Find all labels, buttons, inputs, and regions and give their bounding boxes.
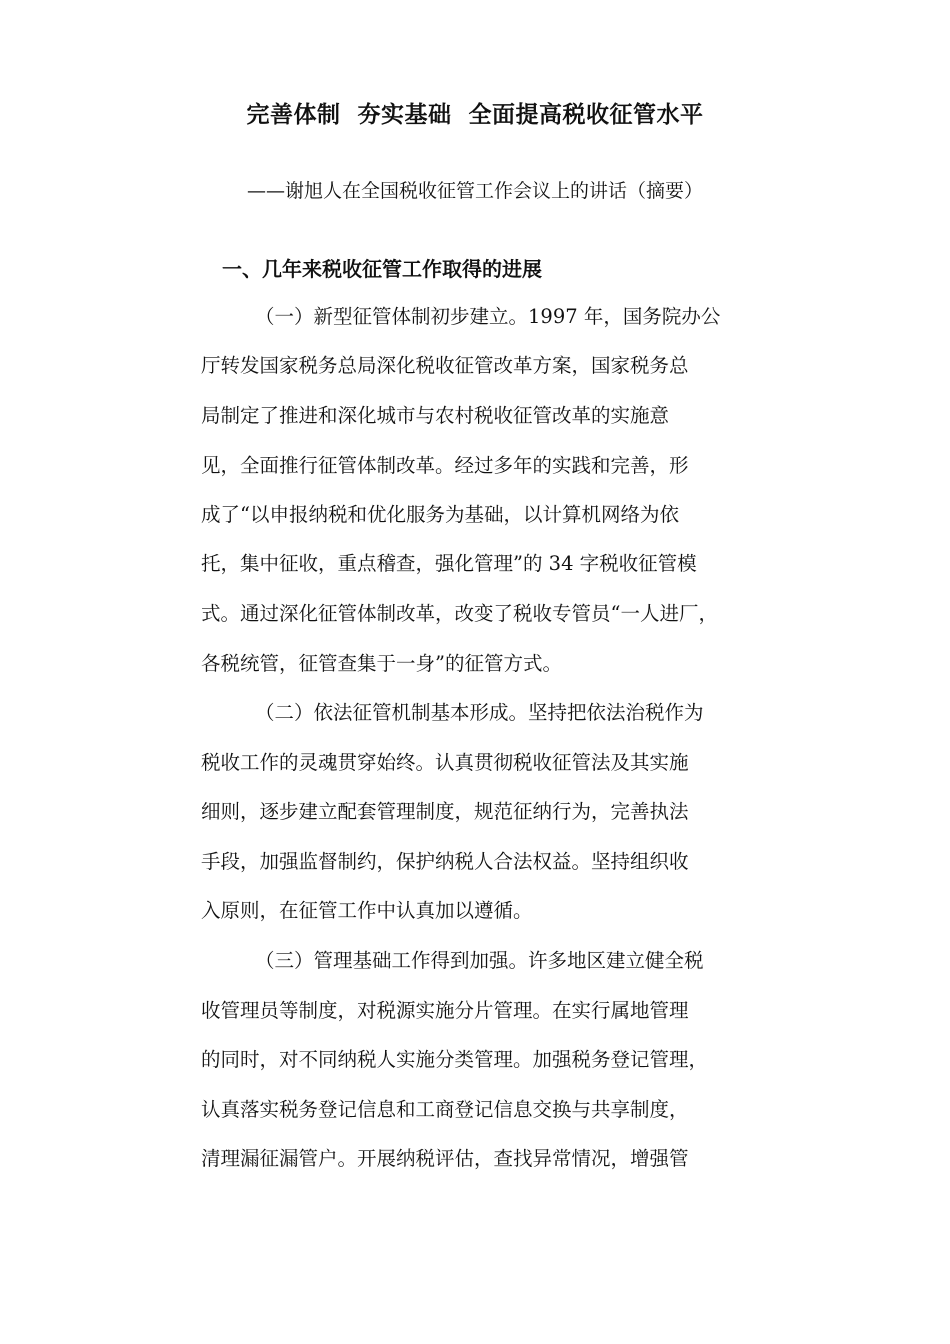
paragraph-1-line: 式。通过深化征管体制改革，改变了税收专管员“一人进厂， [201,602,718,625]
paragraph-1-line: （一）新型征管体制初步建立。1997 年，国务院办公 [255,305,721,328]
paragraph-2-line: 细则，逐步建立配套管理制度，规范征纳行为，完善执法 [201,800,689,823]
paragraph-3-line: （三）管理基础工作得到加强。许多地区建立健全税 [255,949,704,972]
paragraph-1-line: 见，全面推行征管体制改革。经过多年的实践和完善，形 [201,454,689,477]
document-title: 完善体制 夯实基础 全面提高税收征管水平 [246,101,704,128]
paragraph-3-line: 的同时，对不同纳税人实施分类管理。加强税务登记管理， [201,1048,709,1071]
paragraph-2-line: （二）依法征管机制基本形成。坚持把依法治税作为 [255,701,704,724]
paragraph-2-line: 手段，加强监督制约，保护纳税人合法权益。坚持组织收 [201,850,689,873]
paragraph-2-line: 入原则，在征管工作中认真加以遵循。 [201,899,533,922]
document-subtitle: ——谢旭人在全国税收征管工作会议上的讲话（摘要） [246,180,703,202]
paragraph-1-line: 局制定了推进和深化城市与农村税收征管改革的实施意 [201,404,670,427]
paragraph-1-line: 成了“以申报纳税和优化服务为基础，以计算机网络为依 [201,503,679,526]
paragraph-3-line: 清理漏征漏管户。开展纳税评估，查找异常情况，增强管 [201,1147,689,1170]
section-heading: 一、几年来税收征管工作取得的进展 [222,257,542,281]
paragraph-3-line: 收管理员等制度，对税源实施分片管理。在实行属地管理 [201,999,689,1022]
paragraph-2-line: 税收工作的灵魂贯穿始终。认真贯彻税收征管法及其实施 [201,751,689,774]
paragraph-1-line: 各税统管，征管查集于一身”的征管方式。 [201,652,562,675]
paragraph-3-line: 认真落实税务登记信息和工商登记信息交换与共享制度， [201,1098,689,1121]
paragraph-1-line: 托，集中征收，重点稽查，强化管理”的 34 字税收征管模 [201,552,697,575]
paragraph-1-line: 厅转发国家税务总局深化税收征管改革方案，国家税务总 [201,354,689,377]
